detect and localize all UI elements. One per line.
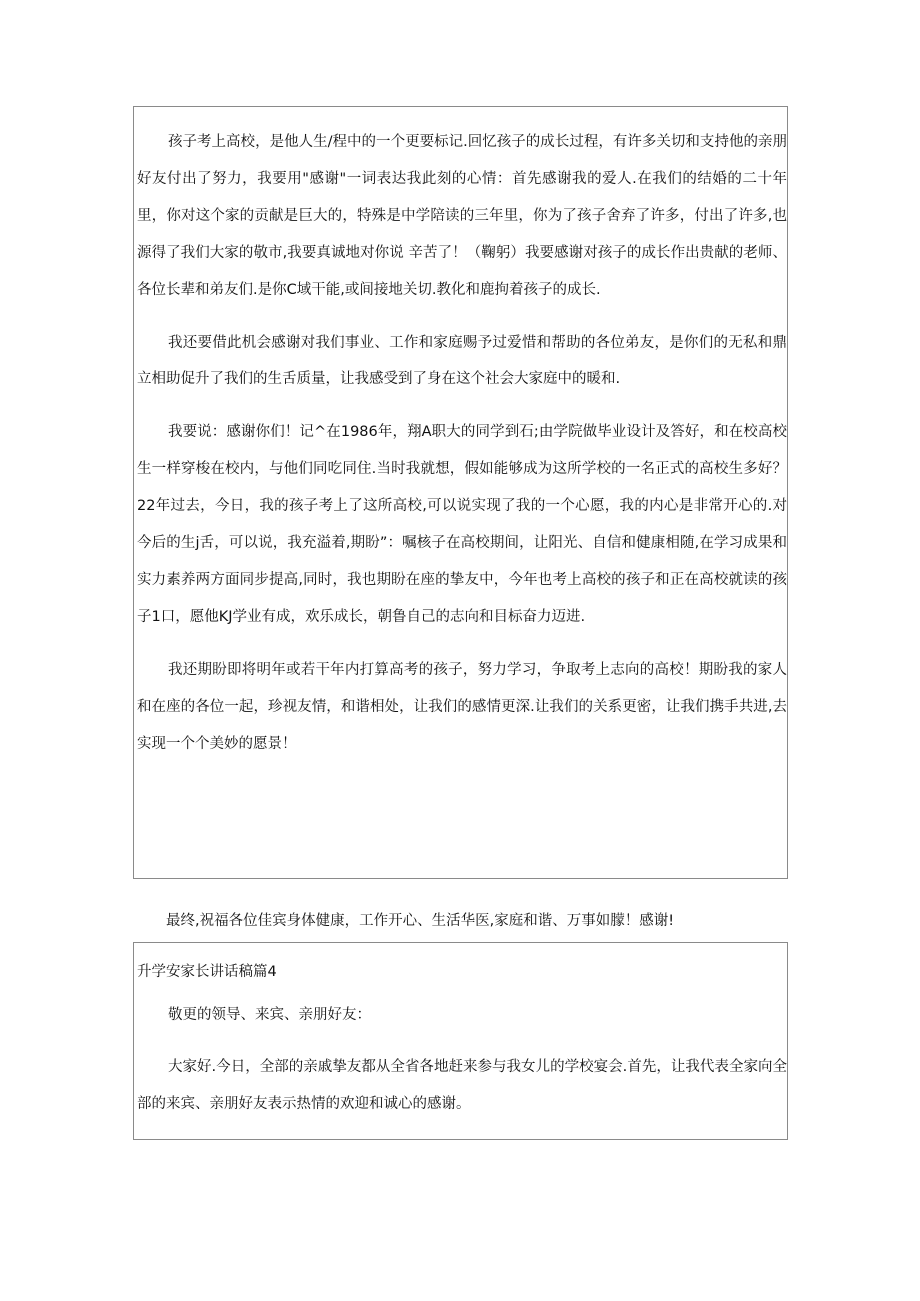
speech-4-body: 大家好.今日，全部的亲戚挚友都从全省各地赶来参与我女儿的学校宴会.首先，让我代表全家向全部的来宾、亲朋好友表示热情的欢迎和诚心的感谢。 (137, 1059, 787, 1112)
paragraph-gratitude-spouse: 孩子考上高校，是他人生/程中的一个更要标记.回忆孩子的成长过程，有许多关切和支持他的亲朋好友付出了努力，我要用"感谢"一词表达我此刻的心情：首先感谢我的爱人.在我们的结婚的二十年里，你对这个家的贡献是巨大的，特殊是中学陪读的三年里，你为了孩子舍弃了许多，付出了许多,也源得了我们大家的敬市,我要真诚地对你说 辛苦了！（鞠躬）我要感谢对孩子的成长作出贵献的老师、各位长辈和弟友们.是你C域干能,或间接地关切.教化和鹿拘着孩子的成长. (137, 134, 787, 298)
main-text-box (133, 106, 788, 879)
speech-4-box (133, 942, 788, 1140)
speech-4-heading: 升学安家长讲话稿篇4 (137, 964, 277, 980)
paragraph-future-wishes: 我还期盼即将明年或若干年内打算高考的孩子，努力学习，争取考上志向的高校！期盼我的家人和在座的各位一起，珍视友情，和谐相处，让我们的感情更深.让我们的关系更密，让我们携手共进,去实现一个个美妙的愿景！ (137, 661, 787, 752)
speech-4-greeting: 敬更的领导、来宾、亲朋好友： (168, 1007, 371, 1023)
paragraph-gratitude-colleagues: 我还要借此机会感谢对我们事业、工作和家庭赐予过爱惜和帮助的各位弟友，是你们的无私和鼎立相助促升了我们的生舌质量，让我感受到了身在这个社会大家庭中的暖和. (137, 334, 787, 388)
paragraph-memory-and-hopes: 我要说：感谢你们！记^在1986年，翔A职大的同学到石;由学院做毕业设计及答好，和在校高校生一样穿梭在校内，与他们同吃同住.当时我就想，假如能够成为这所学校的一名正式的高校生多好？22年过去，今日，我的孩子考上了这所高校,可以说实现了我的一个心愿，我的内心是非常开心的.对今后的生j舌，可以说，我充溢着,期盼”：嘱核子在高校期间，让阳光、自信和健康相随,在学习成果和实力素养两方面同步提高,同时，我也期盼在座的挚友中，今年也考上高校的孩子和正在高校就读的孩子1口，愿他KJ学业有成，欢乐成长，朝鲁自己的志向和目标奋力迈进. (137, 424, 787, 625)
closing-blessing: 最终,祝福各位佳宾身体健康，工作开心、生活华医,家庭和谐、万事如朦！感谢! (166, 913, 675, 929)
